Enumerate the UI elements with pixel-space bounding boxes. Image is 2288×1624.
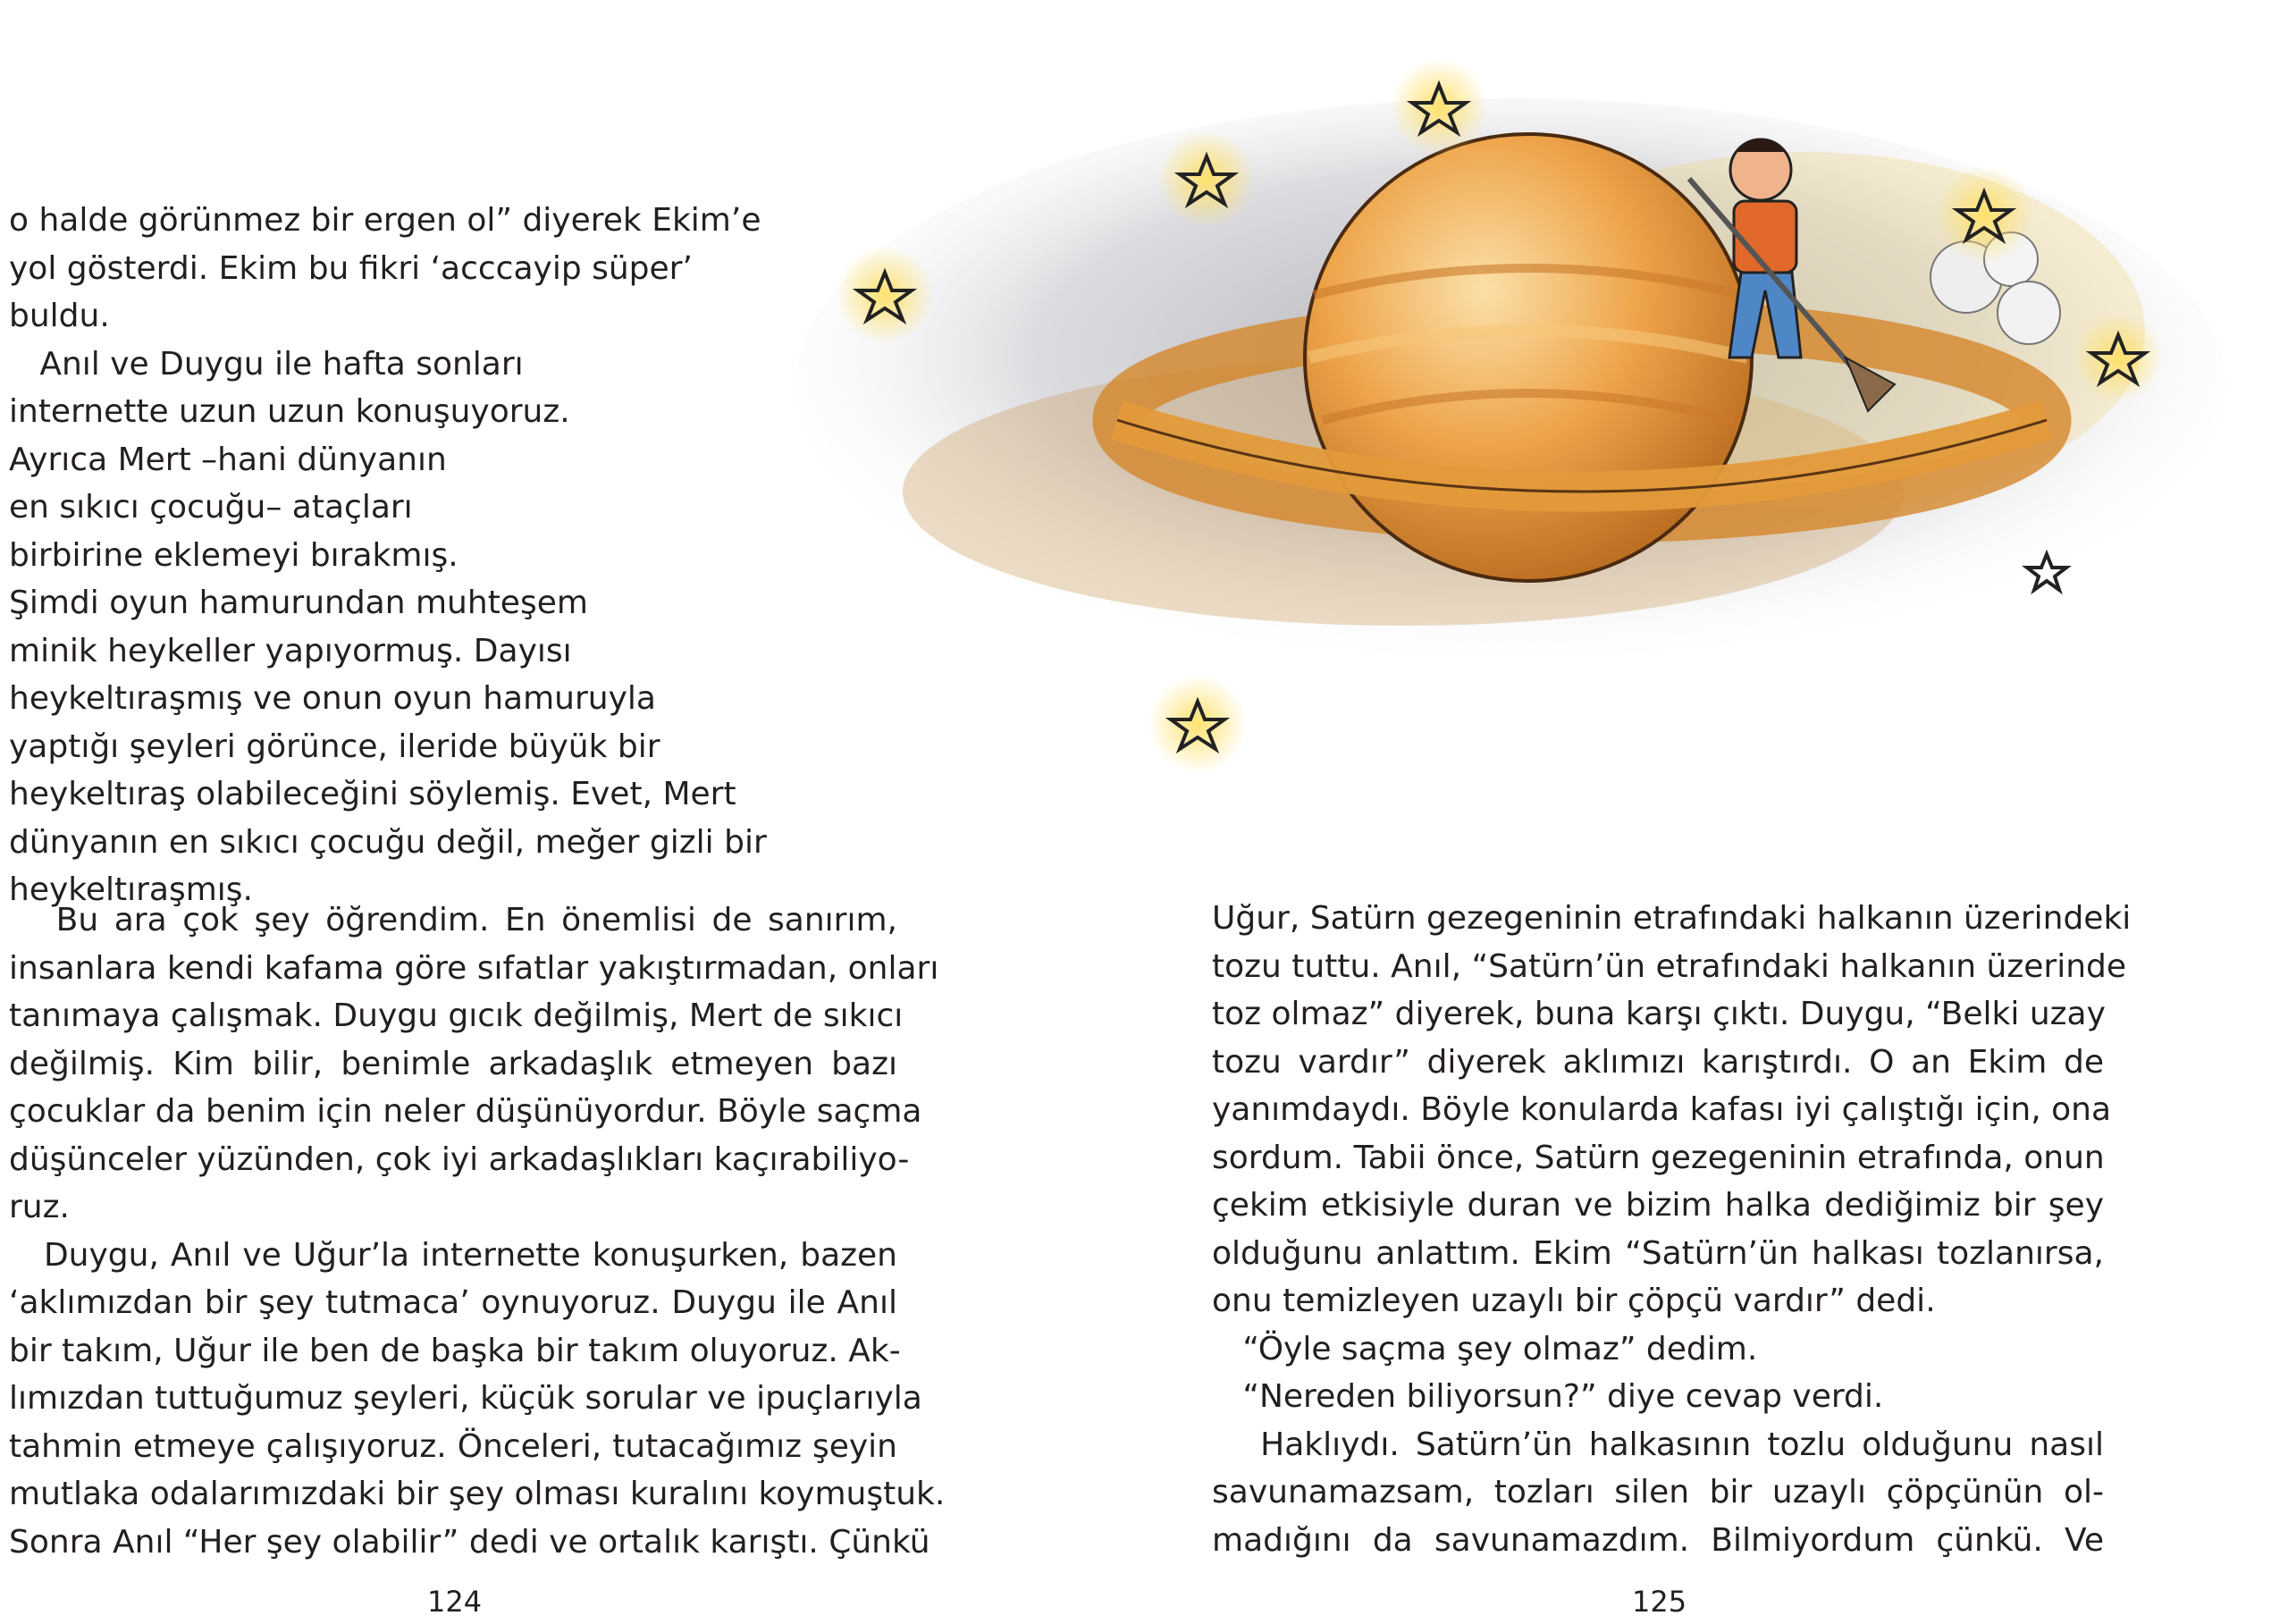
text-line: “Nereden biliyorsun?” diye cevap verdi. <box>1212 1378 1884 1415</box>
text-line: çocuklar da benim için neler düşünüyordur. Böyle saçma <box>9 1093 922 1130</box>
text-line: heykeltıraşmış. <box>9 871 253 908</box>
text-line: en sıkıcı çocuğu– ataçları <box>9 489 413 526</box>
text-line: tanımaya çalışmak. Duygu gıcık değilmiş, Mert de sıkıcı <box>9 997 904 1034</box>
text-line: Uğur, Satürn gezegeninin etrafındaki halkanın üzerindeki <box>1212 900 2132 937</box>
text-line: madığını da savunamazdım. Bilmiyordum çünkü. Ve <box>1212 1521 2104 1559</box>
text-line: buldu. <box>9 298 110 334</box>
left-full-text <box>9 896 946 1566</box>
text-line: ruz. <box>9 1189 70 1225</box>
text-line: tozu vardır” diyerek aklımızı karıştırdı. O an Ekim de <box>1212 1043 2104 1081</box>
text-line: yanımdaydı. Böyle konularda kafası iyi çalıştığı için, ona <box>1212 1091 2112 1128</box>
text-line: Haklıydı. Satürn’ün halkasının tozlu olduğunu nasıl <box>1212 1426 2104 1463</box>
text-line: tozu tuttu. Anıl, “Satürn’ün etrafındaki halkanın üzerinde <box>1212 947 2127 985</box>
text-line: “Öyle saçma şey olmaz” dedim. <box>1212 1330 1758 1367</box>
text-line: sordum. Tabii önce, Satürn gezegeninin etrafında, onun <box>1212 1139 2105 1176</box>
text-line: mutlaka odalarımızdaki bir şey olması kuralını koymuştuk. <box>9 1476 946 1512</box>
page-number-right: 125 <box>1632 1585 1687 1619</box>
text-line: Anıl ve Duygu ile hafta sonları <box>9 345 524 383</box>
saturn-sweeper-illustration <box>778 63 2288 867</box>
text-line: bir takım, Uğur ile ben de başka bir takım oluyoruz. Ak- <box>9 1332 901 1369</box>
text-line: tahmin etmeye çalışıyoruz. Önceleri, tutacağımız şeyin <box>9 1427 897 1465</box>
text-line: toz olmaz” diyerek, buna karşı çıktı. Duygu, “Belki uzay <box>1212 996 2106 1032</box>
text-line: Ayrıca Mert –hani dünyanın <box>9 441 447 478</box>
text-line: Şimdi oyun hamurundan muhteşem <box>9 585 588 621</box>
text-line: değilmiş. Kim bilir, benimle arkadaşlık etmeyen bazı <box>9 1045 897 1082</box>
text-line: heykeltıraşmış ve onun oyun hamuruyla <box>9 680 656 717</box>
text-line: birbirine eklemeyi bırakmış. <box>9 536 458 574</box>
text-line: çekim etkisiyle duran ve bizim halka dediğimiz bir şey <box>1212 1187 2104 1224</box>
text-line: olduğunu anlattım. Ekim “Satürn’ün halkası tozlanırsa, <box>1212 1234 2104 1272</box>
text-line: ‘aklımızdan bir şey tutmaca’ oynuyoruz. Duygu ile Anıl <box>9 1284 897 1321</box>
text-line: savunamazsam, tozları silen bir uzaylı çöpçünün ol- <box>1212 1474 2104 1510</box>
right-text <box>1212 895 2132 1564</box>
left-wrapped-text <box>9 197 795 914</box>
saturn-planet <box>1305 134 1752 581</box>
text-line: minik heykeller yapıyormuş. Dayısı <box>9 632 572 669</box>
text-line: internette uzun uzun konuşuyoruz. <box>9 393 570 430</box>
text-line: o halde görünmez bir ergen ol” diyerek Ekim’e <box>9 202 761 239</box>
text-line: insanlara kendi kafama göre sıfatlar yakıştırmadan, onları <box>9 949 939 987</box>
text-line: heykeltıraş olabileceğini söylemiş. Evet, Mert <box>9 776 736 812</box>
text-line: yaptığı şeyleri görünce, ileride büyük bir <box>9 728 660 765</box>
text-line: dünyanın en sıkıcı çocuğu değil, meğer gizli bir <box>9 823 767 861</box>
text-line: Duygu, Anıl ve Uğur’la internette konuşurken, bazen <box>9 1236 897 1274</box>
text-line: düşünceler yüzünden, çok iyi arkadaşlıkları kaçırabiliyo- <box>9 1140 910 1178</box>
page-number-left: 124 <box>427 1585 483 1619</box>
text-line: lımızdan tuttuğumuz şeyleri, küçük sorular ve ipuçlarıyla <box>9 1380 922 1417</box>
text-line: onu temizleyen uzaylı bir çöpçü vardır” dedi. <box>1212 1283 1936 1319</box>
text-line: yol gösterdi. Ekim bu fikri ‘acccayip süper’ <box>9 249 693 287</box>
text-line: Sonra Anıl “Her şey olabilir” dedi ve ortalık karıştı. Çünkü <box>9 1523 930 1561</box>
text-line: Bu ara çok şey öğrendim. En önemlisi de sanırım, <box>9 902 897 938</box>
